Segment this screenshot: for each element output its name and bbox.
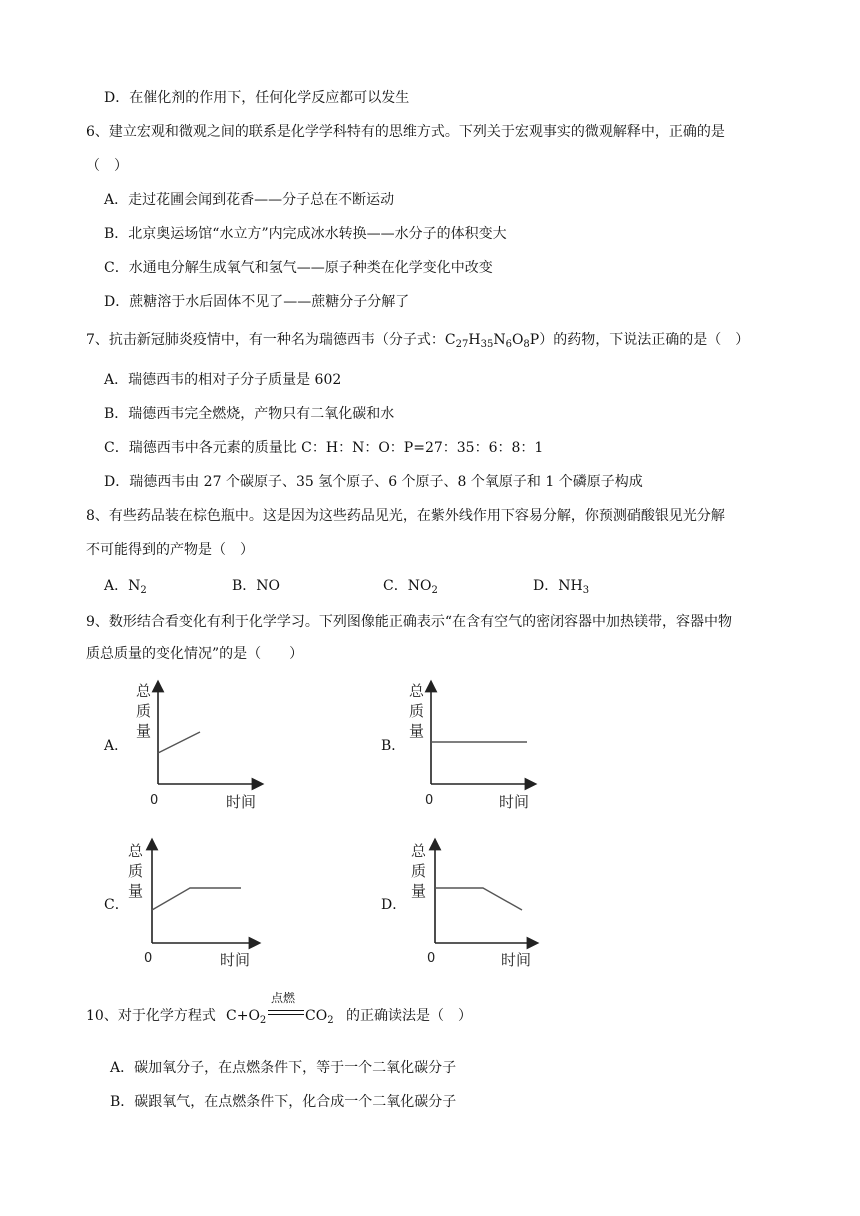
graph-c-origin: 0 bbox=[144, 951, 153, 966]
q5-option-d: D．在催化剂的作用下，任何化学反应都可以发生 bbox=[104, 90, 410, 106]
q10-equation-rhs: $CO_2$ bbox=[305, 1008, 334, 1026]
graph-d bbox=[405, 838, 550, 973]
q10-stem-pre: 10、对于化学方程式 bbox=[86, 1008, 216, 1024]
graph-a-label: A． bbox=[104, 738, 129, 754]
graph-b bbox=[405, 680, 545, 815]
q7-stem: 7、抗击新冠肺炎疫情中，有一种名为瑞德西韦（分子式：$C_{27}H_{35}N_6O_8P$）的药物，下说法正确的是（ ） bbox=[86, 332, 750, 350]
graph-a-ylabel-1: 总 bbox=[136, 682, 152, 700]
graph-b-ylabel-3: 量 bbox=[409, 722, 425, 740]
graph-b-origin: 0 bbox=[425, 793, 434, 808]
graph-c-ylabel-2: 质 bbox=[128, 862, 144, 880]
graph-a bbox=[130, 680, 270, 815]
graph-d-ylabel-2: 质 bbox=[411, 862, 427, 880]
graph-a-ylabel-3: 量 bbox=[136, 722, 152, 740]
q8-option-a: A．$N_2$ bbox=[104, 578, 147, 596]
q10-option-a: A．碳加氧分子，在点燃条件下，等于一个二氧化碳分子 bbox=[110, 1060, 457, 1076]
graph-d-xlabel: 时间 bbox=[501, 951, 532, 969]
graph-d-curve bbox=[435, 888, 522, 910]
graph-a-xlabel: 时间 bbox=[226, 793, 257, 811]
graph-c-ylabel-1: 总 bbox=[128, 842, 144, 860]
graph-b-ylabel-1: 总 bbox=[409, 682, 425, 700]
graph-a-ylabel-2: 质 bbox=[136, 702, 152, 720]
graph-c-label: C． bbox=[104, 897, 129, 913]
graph-a-origin: 0 bbox=[150, 793, 159, 808]
q10-condition: 点燃 bbox=[271, 991, 296, 1005]
q9-stem-line1: 9、数形结合看变化有利于化学学习。下列图像能正确表示“在含有空气的密闭容器中加热镁带，容器中物 bbox=[86, 614, 733, 630]
graph-c-curve bbox=[152, 888, 241, 910]
graph-d-ylabel-3: 量 bbox=[411, 882, 427, 900]
q6-option-b: B．北京奥运场馆“水立方”内完成冰水转换——水分子的体积变大 bbox=[104, 226, 507, 242]
q6-option-a: A．走过花圃会闻到花香——分子总在不断运动 bbox=[104, 192, 395, 208]
q10-equals-sign bbox=[268, 1010, 304, 1015]
q8-stem-line2: 不可能得到的产物是（ ） bbox=[86, 542, 254, 558]
q6-option-c: C．水通电分解生成氧气和氢气——原子种类在化学变化中改变 bbox=[104, 260, 493, 276]
q6-option-d: D．蔗糖溶于水后固体不见了——蔗糖分子分解了 bbox=[104, 294, 410, 310]
graph-b-label: B． bbox=[381, 738, 406, 754]
q7-option-a: A．瑞德西韦的相对子分子质量是 602 bbox=[104, 372, 342, 388]
q6-stem-line2: （ ） bbox=[86, 158, 128, 174]
q8-option-b: B．NO bbox=[232, 578, 281, 594]
q8-option-d: D．$NH_3$ bbox=[533, 578, 590, 596]
q7-option-b: B．瑞德西韦完全燃烧，产物只有二氧化碳和水 bbox=[104, 406, 395, 422]
graph-b-xlabel: 时间 bbox=[499, 793, 530, 811]
graph-c bbox=[124, 838, 269, 973]
graph-c-ylabel-3: 量 bbox=[128, 882, 144, 900]
q7-option-d: D．瑞德西韦由 27 个碳原子、35 氢个原子、6 个原子、8 个氧原子和 1 个磷原子构成 bbox=[104, 474, 643, 490]
q8-option-c: C．$NO_2$ bbox=[383, 578, 438, 596]
graph-d-label: D． bbox=[381, 897, 407, 913]
graph-b-ylabel-2: 质 bbox=[409, 702, 425, 720]
q10-stem-post: 的正确读法是（ ） bbox=[346, 1008, 472, 1024]
q7-option-c: C．瑞德西韦中各元素的质量比 C：H：N：O：P=27：35：6：8：1 bbox=[104, 440, 544, 456]
q10-option-b: B．碳跟氧气，在点燃条件下，化合成一个二氧化碳分子 bbox=[110, 1094, 457, 1110]
q8-stem-line1: 8、有些药品装在棕色瓶中。这是因为这些药品见光，在紫外线作用下容易分解，你预测硝酸银见光分解 bbox=[86, 508, 725, 524]
q10-equation-lhs: $C+O_2$ bbox=[226, 1008, 267, 1026]
graph-d-origin: 0 bbox=[427, 951, 436, 966]
graph-d-ylabel-1: 总 bbox=[411, 842, 427, 860]
graph-c-xlabel: 时间 bbox=[220, 951, 251, 969]
graph-a-curve bbox=[158, 732, 200, 753]
q9-stem-line2: 质总质量的变化情况”的是（ ） bbox=[86, 646, 304, 662]
q6-stem-line1: 6、建立宏观和微观之间的联系是化学学科特有的思维方式。下列关于宏观事实的微观解释中，正确的是 bbox=[86, 124, 725, 140]
